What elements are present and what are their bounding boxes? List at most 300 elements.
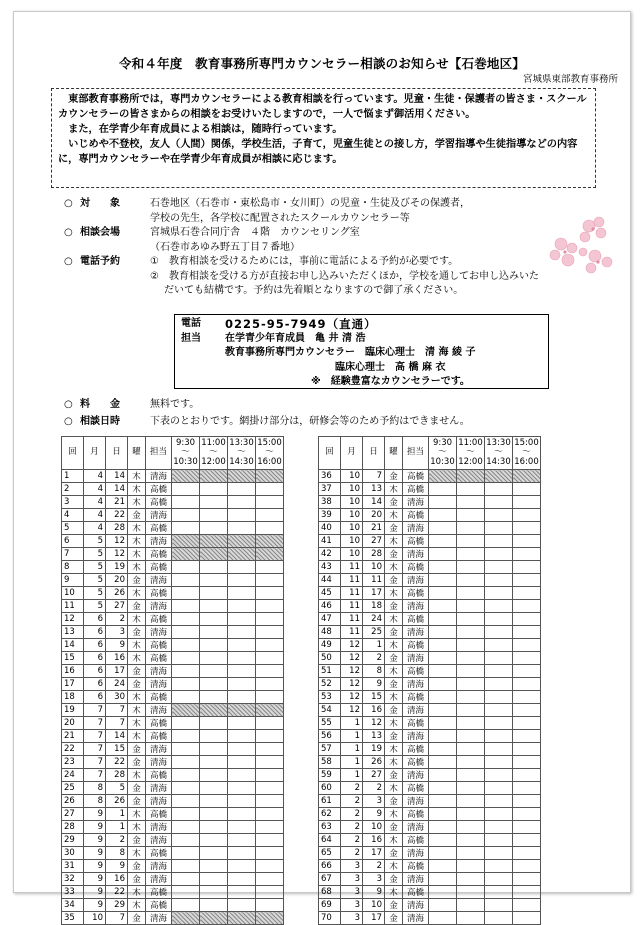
session-number-cell: 62 (319, 808, 341, 821)
table-row (319, 704, 541, 717)
time-slot-cell (429, 899, 457, 912)
counselor-cell: 高橋 (403, 613, 429, 626)
weekday-cell: 金 (128, 860, 146, 873)
counselor-cell: 高橋 (403, 483, 429, 496)
column-header: 月 (84, 437, 106, 470)
time-slot-cell (256, 730, 284, 743)
table-row (319, 743, 541, 756)
day-cell: 1 (106, 821, 128, 834)
time-slot-cell (429, 496, 457, 509)
counselor-cell: 清海 (146, 574, 172, 587)
session-number-cell: 44 (319, 574, 341, 587)
phone-number[interactable]: 0225-95-7949（直通） (225, 317, 377, 331)
column-header: 担当 (146, 437, 172, 470)
time-slot-cell (256, 665, 284, 678)
day-cell: 20 (106, 574, 128, 587)
table-row (319, 912, 541, 925)
weekday-cell: 木 (128, 769, 146, 782)
time-slot-cell (429, 626, 457, 639)
time-slot-cell (429, 743, 457, 756)
month-cell: 9 (84, 847, 106, 860)
month-cell: 6 (84, 678, 106, 691)
table-row (62, 912, 284, 925)
session-number-cell: 34 (62, 899, 84, 912)
table-row (319, 873, 541, 886)
time-slot-cell (256, 626, 284, 639)
session-number-cell: 63 (319, 821, 341, 834)
time-slot-cell (429, 535, 457, 548)
time-slot-cell (200, 782, 228, 795)
time-slot-cell (256, 769, 284, 782)
table-row (319, 756, 541, 769)
time-slot-cell (228, 847, 256, 860)
day-cell: 7 (106, 717, 128, 730)
table-row (62, 613, 284, 626)
session-number-cell: 18 (62, 691, 84, 704)
day-cell: 15 (363, 691, 385, 704)
month-cell: 6 (84, 691, 106, 704)
time-slot-cell (513, 912, 541, 925)
time-slot-cell (228, 860, 256, 873)
weekday-cell: 金 (385, 730, 403, 743)
session-number-cell: 20 (62, 717, 84, 730)
session-number-cell: 26 (62, 795, 84, 808)
time-slot-cell (429, 652, 457, 665)
session-number-cell: 50 (319, 652, 341, 665)
bullet: ○ (64, 198, 73, 209)
session-number-cell: 42 (319, 548, 341, 561)
weekday-cell: 金 (128, 678, 146, 691)
counselor-cell: 清海 (146, 509, 172, 522)
time-slot-cell (172, 717, 200, 730)
time-slot-cell (485, 587, 513, 600)
month-cell: 9 (84, 808, 106, 821)
day-cell: 19 (363, 743, 385, 756)
fee-row (64, 397, 584, 414)
time-slot-cell (513, 600, 541, 613)
time-slot-cell (485, 808, 513, 821)
time-slot-cell (457, 756, 485, 769)
counselor-cell: 高橋 (146, 808, 172, 821)
day-cell: 18 (363, 600, 385, 613)
weekday-cell: 金 (128, 665, 146, 678)
time-slot-cell (256, 795, 284, 808)
time-slot-cell (172, 574, 200, 587)
unavailable-slot (429, 470, 457, 483)
time-slot-cell (200, 639, 228, 652)
counselor-cell: 清海 (403, 873, 429, 886)
counselor-cell: 高橋 (146, 639, 172, 652)
table-row (319, 600, 541, 613)
time-slot-cell (172, 769, 200, 782)
month-cell: 12 (341, 691, 363, 704)
counselor-cell: 高橋 (403, 587, 429, 600)
month-cell: 2 (341, 834, 363, 847)
session-number-cell: 8 (62, 561, 84, 574)
month-cell: 11 (341, 587, 363, 600)
reserve-row (64, 255, 584, 299)
weekday-cell: 金 (385, 704, 403, 717)
month-cell: 7 (84, 717, 106, 730)
weekday-cell: 木 (385, 665, 403, 678)
day-cell: 14 (363, 496, 385, 509)
counselor-cell: 高橋 (146, 522, 172, 535)
time-slot-cell (485, 886, 513, 899)
time-slot-cell (429, 574, 457, 587)
counselor-cell: 清海 (146, 743, 172, 756)
session-number-cell: 43 (319, 561, 341, 574)
table-row (319, 730, 541, 743)
day-cell: 20 (363, 509, 385, 522)
time-slot-cell (256, 873, 284, 886)
time-slot-cell (457, 522, 485, 535)
day-cell: 12 (106, 535, 128, 548)
time-slot-cell (228, 639, 256, 652)
time-slot-cell (513, 509, 541, 522)
weekday-cell: 金 (128, 834, 146, 847)
time-slot-cell (513, 782, 541, 795)
table-row (319, 483, 541, 496)
time-slot-cell (429, 912, 457, 925)
session-number-cell: 53 (319, 691, 341, 704)
time-slot-cell (513, 834, 541, 847)
time-slot-header: 11:00 ～ 12:00 (200, 437, 228, 470)
day-cell: 14 (106, 470, 128, 483)
month-cell: 4 (84, 470, 106, 483)
day-cell: 9 (363, 808, 385, 821)
time-slot-cell (513, 847, 541, 860)
time-slot-cell (256, 743, 284, 756)
weekday-cell: 木 (128, 847, 146, 860)
time-slot-cell (200, 821, 228, 834)
table-row (319, 574, 541, 587)
session-number-cell: 51 (319, 665, 341, 678)
unavailable-slot (200, 704, 228, 717)
time-slot-cell (457, 496, 485, 509)
session-number-cell: 33 (62, 886, 84, 899)
weekday-cell: 木 (128, 886, 146, 899)
table-row (62, 834, 284, 847)
time-slot-cell (228, 730, 256, 743)
date-row (64, 414, 584, 431)
day-cell: 8 (106, 847, 128, 860)
month-cell: 7 (84, 756, 106, 769)
time-slot-cell (172, 886, 200, 899)
counselor-cell: 高橋 (146, 691, 172, 704)
time-slot-cell (200, 522, 228, 535)
time-slot-cell (200, 626, 228, 639)
session-number-cell: 22 (62, 743, 84, 756)
counselor-cell: 清海 (146, 821, 172, 834)
table-row (62, 769, 284, 782)
time-slot-cell (513, 808, 541, 821)
time-slot-cell (200, 886, 228, 899)
time-slot-cell (200, 717, 228, 730)
weekday-cell: 木 (385, 756, 403, 769)
session-number-cell: 6 (62, 535, 84, 548)
time-slot-cell (228, 522, 256, 535)
counselor-cell: 清海 (146, 834, 172, 847)
month-cell: 9 (84, 873, 106, 886)
counselor-cell: 高橋 (146, 496, 172, 509)
day-cell: 17 (363, 847, 385, 860)
table-row (62, 756, 284, 769)
counselor-cell: 清海 (403, 652, 429, 665)
day-cell: 30 (106, 691, 128, 704)
time-slot-cell (513, 626, 541, 639)
time-slot-cell (228, 626, 256, 639)
table-row (62, 691, 284, 704)
time-slot-cell (429, 483, 457, 496)
time-slot-cell (457, 847, 485, 860)
time-slot-cell (457, 782, 485, 795)
session-number-cell: 28 (62, 821, 84, 834)
cherry-blossom-icon (541, 212, 621, 282)
counselor-cell: 高橋 (403, 834, 429, 847)
table-row (319, 717, 541, 730)
bullet: ○ (64, 415, 73, 427)
time-slot-header: 9:30 ～ 10:30 (429, 437, 457, 470)
day-cell: 26 (106, 587, 128, 600)
weekday-cell: 金 (128, 509, 146, 522)
month-cell: 12 (341, 639, 363, 652)
time-slot-cell (256, 834, 284, 847)
day-cell: 22 (106, 509, 128, 522)
counselor-cell: 清海 (403, 600, 429, 613)
time-slot-cell (172, 665, 200, 678)
intro-paragraph: また，在学青少年育成員による相談は，随時行っています。 (58, 124, 343, 135)
weekday-cell: 木 (385, 782, 403, 795)
time-slot-cell (200, 847, 228, 860)
counselor-cell: 高橋 (146, 730, 172, 743)
time-slot-cell (485, 795, 513, 808)
time-slot-cell (256, 886, 284, 899)
time-slot-cell (485, 873, 513, 886)
time-slot-cell (200, 574, 228, 587)
counselor-cell: 高橋 (403, 691, 429, 704)
day-cell: 7 (363, 470, 385, 483)
info-section (64, 197, 584, 299)
unavailable-slot (228, 704, 256, 717)
time-slot-cell (429, 886, 457, 899)
session-number-cell: 36 (319, 470, 341, 483)
time-slot-cell (457, 561, 485, 574)
time-slot-cell (172, 860, 200, 873)
counselor-cell: 清海 (146, 795, 172, 808)
unavailable-slot (172, 912, 200, 925)
table-row (319, 899, 541, 912)
time-slot-cell (457, 483, 485, 496)
table-row (62, 808, 284, 821)
day-cell: 29 (106, 899, 128, 912)
day-cell: 17 (363, 912, 385, 925)
time-slot-cell (485, 821, 513, 834)
month-cell: 2 (341, 795, 363, 808)
time-slot-cell (485, 535, 513, 548)
weekday-cell: 金 (385, 574, 403, 587)
venue-row (64, 226, 584, 255)
weekday-cell: 木 (385, 886, 403, 899)
time-slot-cell (200, 808, 228, 821)
counselor-cell: 高橋 (403, 756, 429, 769)
time-slot-cell (256, 587, 284, 600)
weekday-cell: 金 (128, 574, 146, 587)
column-header: 回 (62, 437, 84, 470)
time-slot-cell (172, 652, 200, 665)
time-slot-cell (513, 899, 541, 912)
session-number-cell: 46 (319, 600, 341, 613)
table-row (62, 626, 284, 639)
table-row (62, 535, 284, 548)
time-slot-cell (513, 587, 541, 600)
counselor-cell: 高橋 (403, 808, 429, 821)
weekday-cell: 木 (128, 496, 146, 509)
table-row (319, 769, 541, 782)
time-slot-cell (513, 873, 541, 886)
time-slot-cell (457, 626, 485, 639)
time-slot-cell (513, 522, 541, 535)
counselor-cell: 清海 (403, 912, 429, 925)
document-page (13, 11, 631, 924)
month-cell: 6 (84, 613, 106, 626)
month-cell: 11 (341, 574, 363, 587)
schedule-table-right (318, 436, 541, 925)
month-cell: 5 (84, 548, 106, 561)
time-slot-cell (172, 639, 200, 652)
counselor-cell: 高橋 (146, 613, 172, 626)
table-row (62, 522, 284, 535)
table-row (62, 665, 284, 678)
weekday-cell: 木 (128, 639, 146, 652)
time-slot-cell (200, 860, 228, 873)
month-cell: 5 (84, 561, 106, 574)
counselor-cell: 清海 (146, 704, 172, 717)
time-slot-cell (513, 561, 541, 574)
table-row (319, 535, 541, 548)
time-slot-cell (429, 587, 457, 600)
time-slot-cell (172, 496, 200, 509)
table-row (319, 587, 541, 600)
month-cell: 2 (341, 821, 363, 834)
fee-value: 無料です。 (150, 399, 200, 410)
counselor-cell: 高橋 (146, 652, 172, 665)
session-number-cell: 52 (319, 678, 341, 691)
month-cell: 7 (84, 730, 106, 743)
day-cell: 16 (363, 704, 385, 717)
time-slot-cell (513, 613, 541, 626)
time-slot-header: 15:00 ～ 16:00 (256, 437, 284, 470)
weekday-cell: 木 (385, 535, 403, 548)
time-slot-cell (429, 717, 457, 730)
day-cell: 3 (363, 795, 385, 808)
month-cell: 12 (341, 704, 363, 717)
table-row (62, 873, 284, 886)
counselor-cell: 清海 (146, 678, 172, 691)
counselor-cell: 高橋 (403, 665, 429, 678)
table-row (319, 652, 541, 665)
time-slot-cell (457, 600, 485, 613)
table-row (62, 548, 284, 561)
time-slot-cell (228, 691, 256, 704)
session-number-cell: 1 (62, 470, 84, 483)
month-cell: 4 (84, 522, 106, 535)
bullet: ○ (64, 399, 73, 410)
unavailable-slot (256, 535, 284, 548)
month-cell: 3 (341, 912, 363, 925)
time-slot-cell (457, 743, 485, 756)
month-cell: 9 (84, 860, 106, 873)
weekday-cell: 木 (385, 561, 403, 574)
counselor-cell: 清海 (146, 756, 172, 769)
time-slot-cell (485, 899, 513, 912)
time-slot-cell (172, 600, 200, 613)
day-cell: 28 (106, 522, 128, 535)
counselor-cell: 清海 (146, 600, 172, 613)
day-cell: 17 (363, 587, 385, 600)
month-cell: 2 (341, 847, 363, 860)
target-value (150, 197, 584, 226)
counselor-cell: 高橋 (403, 470, 429, 483)
time-slot-cell (200, 691, 228, 704)
counselor-cell: 清海 (403, 847, 429, 860)
unavailable-slot (228, 912, 256, 925)
counselor-cell: 清海 (403, 574, 429, 587)
counselor-cell: 清海 (146, 782, 172, 795)
time-slot-cell (513, 756, 541, 769)
time-slot-cell (228, 652, 256, 665)
day-cell: 25 (363, 626, 385, 639)
time-slot-cell (172, 821, 200, 834)
counselor-cell: 高橋 (146, 899, 172, 912)
staff-name: 在学青少年育成員 亀 井 清 浩 (225, 332, 366, 344)
time-slot-cell (513, 535, 541, 548)
day-cell: 11 (363, 574, 385, 587)
session-number-cell: 58 (319, 756, 341, 769)
time-slot-cell (429, 548, 457, 561)
time-slot-cell (513, 821, 541, 834)
counselor-cell: 高橋 (403, 860, 429, 873)
weekday-cell: 金 (128, 600, 146, 613)
time-slot-cell (485, 756, 513, 769)
table-row (319, 509, 541, 522)
time-slot-cell (172, 626, 200, 639)
counselor-cell: 清海 (146, 626, 172, 639)
counselor-cell: 高橋 (403, 782, 429, 795)
session-number-cell: 59 (319, 769, 341, 782)
time-slot-cell (513, 678, 541, 691)
unavailable-slot (256, 704, 284, 717)
month-cell: 1 (341, 756, 363, 769)
target-label: 対 象 (80, 198, 120, 209)
counselor-cell: 高橋 (146, 886, 172, 899)
venue-label: 相談会場 (80, 227, 120, 238)
session-number-cell: 56 (319, 730, 341, 743)
weekday-cell: 木 (385, 639, 403, 652)
day-cell: 21 (363, 522, 385, 535)
weekday-cell: 金 (385, 652, 403, 665)
time-slot-cell (485, 717, 513, 730)
table-row (62, 483, 284, 496)
day-cell: 2 (106, 613, 128, 626)
time-slot-cell (457, 886, 485, 899)
month-cell: 10 (341, 522, 363, 535)
time-slot-cell (485, 743, 513, 756)
day-cell: 9 (363, 886, 385, 899)
day-cell: 10 (363, 821, 385, 834)
time-slot-cell (172, 522, 200, 535)
month-cell: 5 (84, 587, 106, 600)
session-number-cell: 61 (319, 795, 341, 808)
